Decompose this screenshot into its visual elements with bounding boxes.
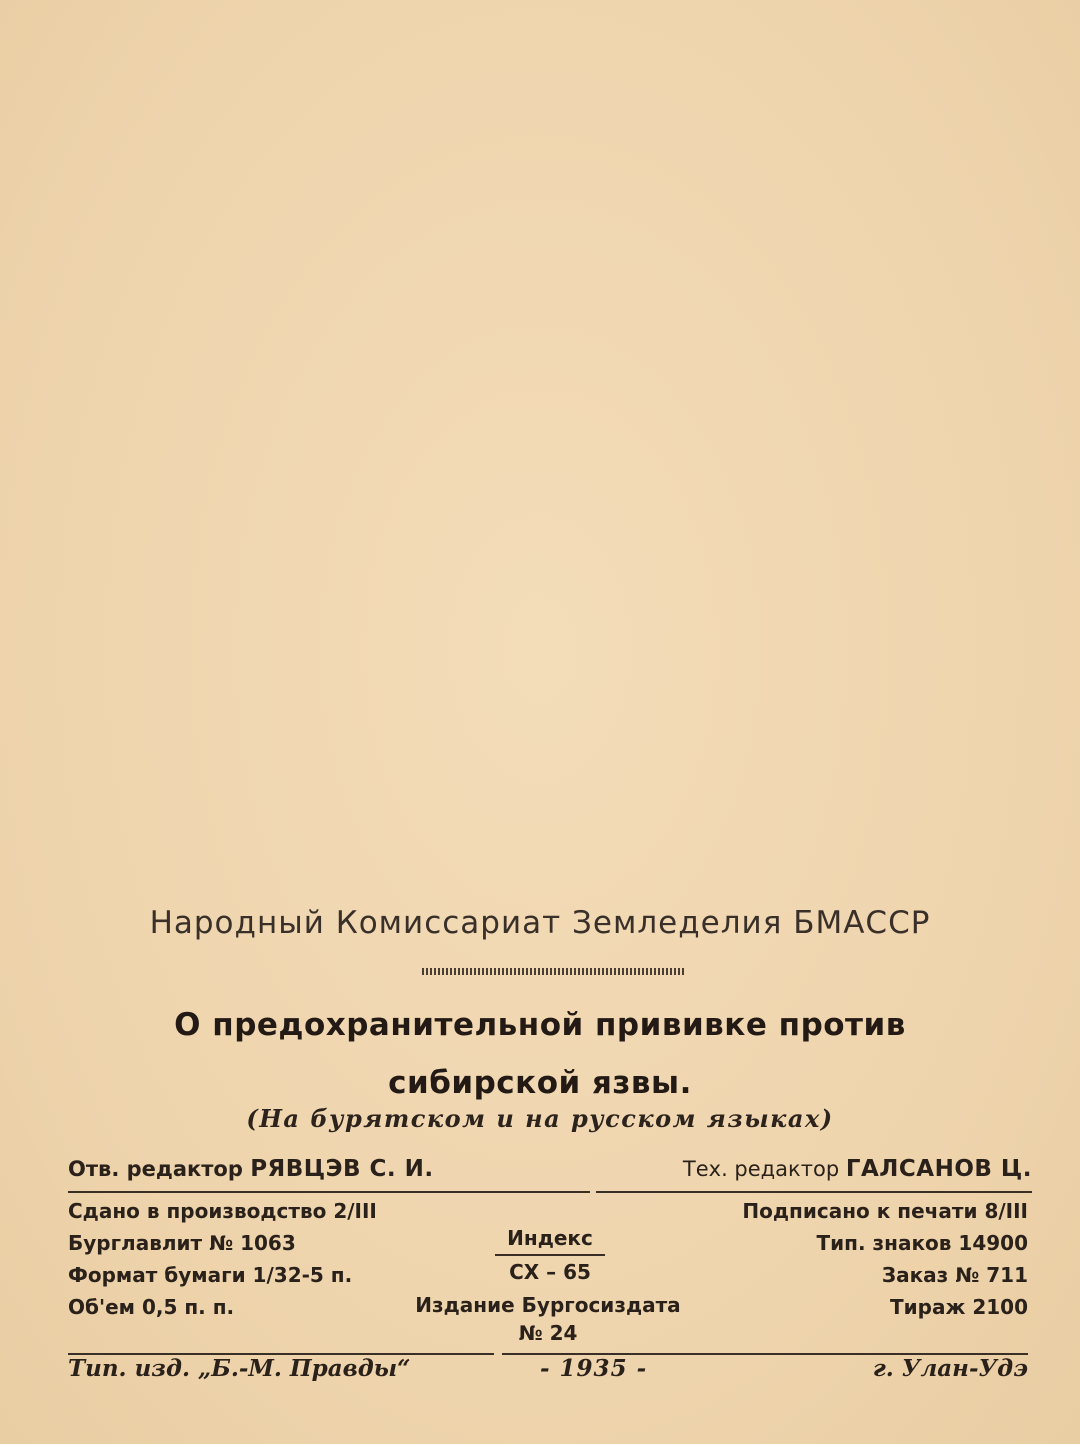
title-line-1: О предохранительной прививке против [174,1007,906,1043]
publication-number: № 24 [518,1321,578,1345]
index-value: СХ – 65 [509,1260,591,1284]
production-details [68,1195,377,1323]
print-details [742,1195,1028,1323]
publisher-line: Издание Бургосиздата [415,1293,681,1317]
tech-editor [683,1156,1032,1182]
responsible-editor [68,1156,434,1182]
print-run: Тираж 2100 [890,1295,1028,1319]
index-label: Индекс [495,1222,605,1256]
title-line-2: сибирской язвы. [388,1065,692,1101]
index-block [495,1222,605,1288]
censorship-number: Бурглавлит № 1063 [68,1231,296,1255]
signed-to-print: Подписано к печати 8/III [742,1199,1028,1223]
ornament-divider [422,968,684,975]
order-number: Заказ № 711 [881,1263,1028,1287]
submitted-to-production: Сдано в производство 2/III [68,1199,377,1223]
organization-heading: Народный Комиссариат Земледелия БМАССР [149,905,931,941]
publication-city: г. Улан-Удэ [872,1355,1028,1382]
editor-rule-left [68,1191,590,1193]
document-subtitle: (На бурятском и на русском языках) [246,1104,834,1133]
tech-editor-name: ГАЛСАНОВ Ц. [845,1156,1032,1182]
printer-name: Тип. изд. „Б.-М. Правды“ [68,1355,411,1382]
paper-format: Формат бумаги 1/32-5 п. [68,1263,353,1287]
document-title [0,996,1080,1112]
editor-rule-right [596,1191,1032,1193]
tech-editor-label: Тех. редактор [682,1157,840,1181]
character-count: Тип. знаков 14900 [816,1231,1028,1255]
volume: Об'ем 0,5 п. п. [68,1295,235,1319]
responsible-editor-label: Отв. редактор [68,1157,243,1181]
publication-info [398,1291,698,1347]
publication-year: - 1935 - [540,1355,648,1382]
responsible-editor-name: РЯВЦЭВ С. И. [250,1156,434,1182]
